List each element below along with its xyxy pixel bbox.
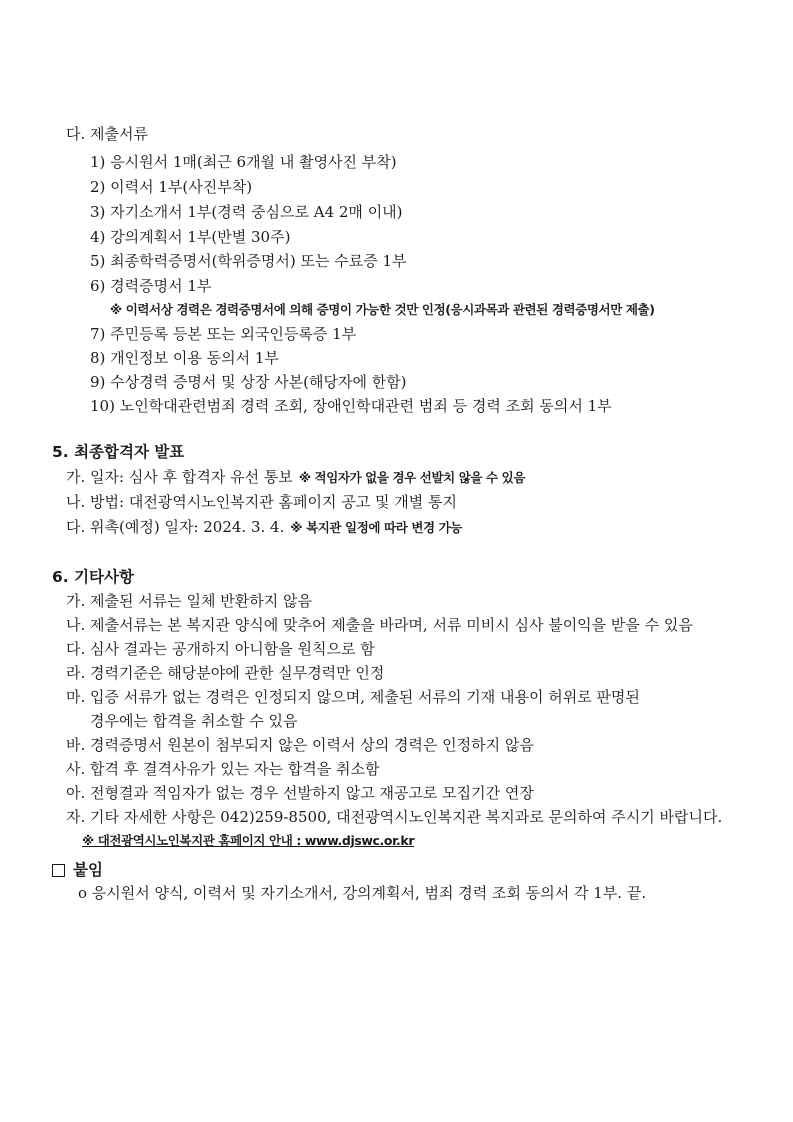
section-5-title: 5. 최종합격자 발표 xyxy=(52,443,185,461)
submission-doc-item: 9) 수상경력 증명서 및 상장 사본(해당자에 한함) xyxy=(90,373,407,391)
appointment-date-text: 다. 위촉(예정) 일자: 2024. 3. 4. xyxy=(66,518,285,536)
misc-item: 아. 전형결과 적임자가 없는 경우 선발하지 않고 재공고로 모집기간 연장 xyxy=(66,784,534,802)
announcement-date-note: ※ 적임자가 없을 경우 선발치 않을 수 있음 xyxy=(298,470,526,485)
submission-doc-item: 5) 최종학력증명서(학위증명서) 또는 수료증 1부 xyxy=(90,252,407,270)
submission-doc-item: 8) 개인정보 이용 동의서 1부 xyxy=(90,349,279,367)
announcement-method: 나. 방법: 대전광역시노인복지관 홈페이지 공고 및 개별 통지 xyxy=(66,493,457,511)
submission-doc-item: 2) 이력서 1부(사진부착) xyxy=(90,178,253,196)
submission-doc-item: 10) 노인학대관련범죄 경력 조회, 장애인학대관련 범죄 등 경력 조회 동의서 1부 xyxy=(90,397,612,415)
misc-item: 마. 입증 서류가 없는 경력은 인정되지 않으며, 제출된 서류의 기재 내용이 허위로 판명된 xyxy=(66,688,640,706)
misc-item-continuation: 경우에는 합격을 취소할 수 있음 xyxy=(90,712,298,730)
misc-item: 다. 심사 결과는 공개하지 아니함을 원칙으로 함 xyxy=(66,640,375,658)
misc-item: 나. 제출서류는 본 복지관 양식에 맞추어 제출을 바라며, 서류 미비시 심사 불이익을 받을 수 있음 xyxy=(66,616,693,634)
attachment-item: o 응시원서 양식, 이력서 및 자기소개서, 강의계획서, 범죄 경력 조회 동의서 각 1부. 끝. xyxy=(78,884,647,902)
attachment-title xyxy=(52,860,103,880)
career-certificate-note: ※ 이력서상 경력은 경력증명서에 의해 증명이 가능한 것만 인정(응시과목과 관련된 경력증명서만 제출) xyxy=(110,302,655,317)
submission-docs-subhead: 다. 제출서류 xyxy=(66,125,148,143)
homepage-note: ※ 대전광역시노인복지관 홈페이지 안내 : www.djswc.or.kr xyxy=(82,833,415,848)
submission-doc-item: 7) 주민등록 등본 또는 외국인등록증 1부 xyxy=(90,325,357,343)
section-6-title: 6. 기타사항 xyxy=(52,568,134,586)
appointment-date-note: ※ 복지관 일정에 따라 변경 가능 xyxy=(290,520,462,535)
misc-item: 라. 경력기준은 해당분야에 관한 실무경력만 인정 xyxy=(66,664,385,682)
submission-doc-item: 3) 자기소개서 1부(경력 중심으로 A4 2매 이내) xyxy=(90,203,403,221)
misc-item: 사. 합격 후 결격사유가 있는 자는 합격을 취소함 xyxy=(66,760,380,778)
announcement-date xyxy=(66,467,525,488)
misc-item: 가. 제출된 서류는 일체 반환하지 않음 xyxy=(66,592,312,610)
appointment-date xyxy=(66,517,462,538)
misc-item: 바. 경력증명서 원본이 첨부되지 않은 이력서 상의 경력은 인정하지 않음 xyxy=(66,736,534,754)
attachment-title-text: 붙임 xyxy=(73,861,103,879)
checkbox-icon xyxy=(52,864,65,877)
submission-doc-item: 4) 강의계획서 1부(반별 30주) xyxy=(90,228,291,246)
submission-doc-item: 6) 경력증명서 1부 xyxy=(90,277,212,295)
announcement-date-text: 가. 일자: 심사 후 합격자 유선 통보 xyxy=(66,468,293,486)
submission-doc-item: 1) 응시원서 1매(최근 6개월 내 촬영사진 부착) xyxy=(90,153,397,171)
misc-item: 자. 기타 자세한 사항은 042)259-8500, 대전광역시노인복지관 복지과로 문의하여 주시기 바랍니다. xyxy=(66,808,723,826)
